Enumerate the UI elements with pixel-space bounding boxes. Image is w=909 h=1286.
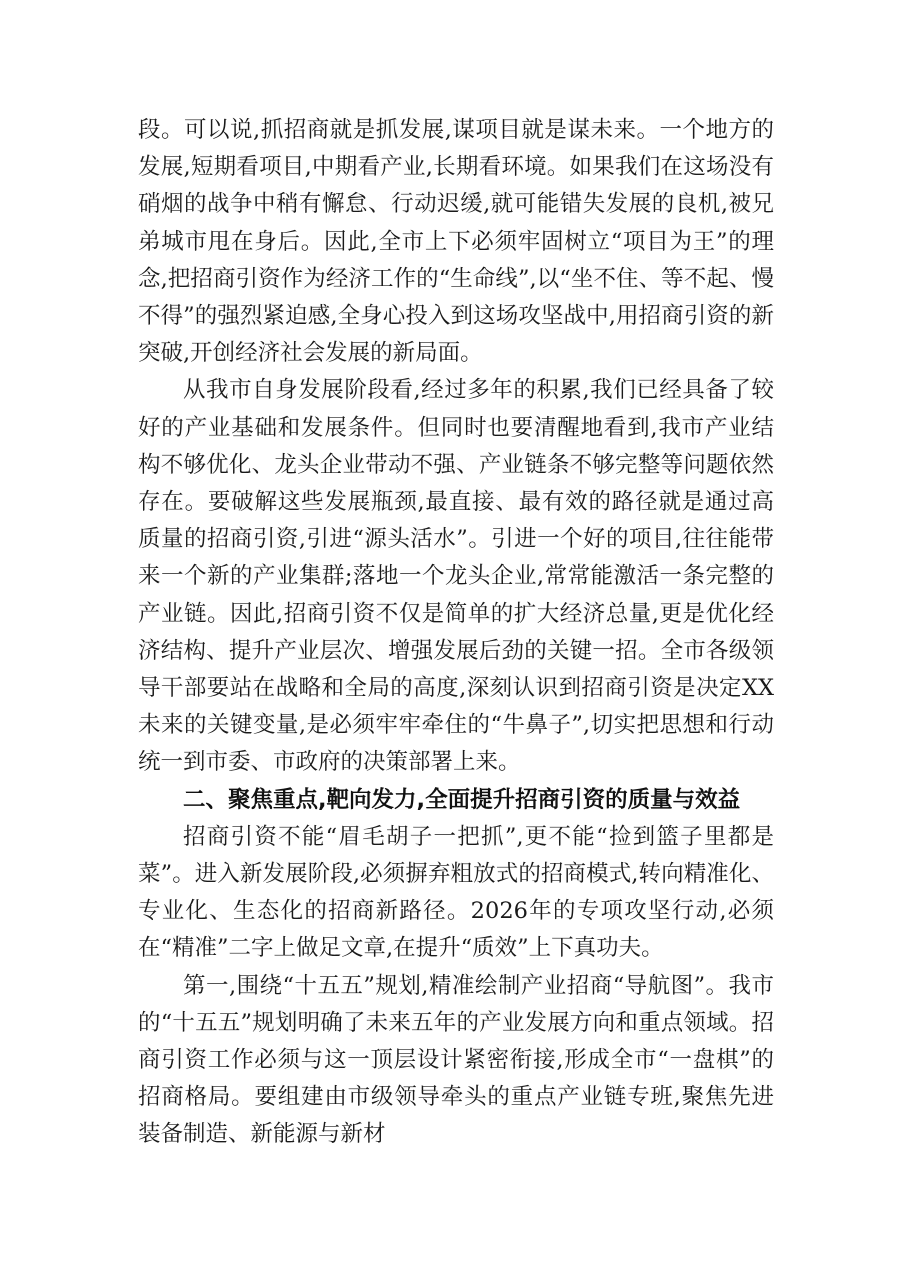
paragraph-current-stage: 从我市自身发展阶段看,经过多年的积累,我们已经具备了较好的产业基础和发展条件。但同时也要清醒地看到,我市产业结构不够优化、龙头企业带动不强、产业链条不够完整等问题依然存在。要破解这些发展瓶颈,最直接、最有效的路径就是通过高质量的招商引资,引进“源头活水”。引进一个好的项目,往往能带来一个新的产业集群;落地一个龙头企业,常常能激活一条完整的产业链。因此,招商引资不仅是简单的扩大经济总量,更是优化经济结构、提升产业层次、增强发展后劲的关键一招。全市各级领导干部要站在战略和全局的高度,深刻认识到招商引资是决定XX未来的关键变量,是必须牢牢牵住的“牛鼻子”,切实把思想和行动统一到市委、市政府的决策部署上来。: [138, 377, 774, 776]
paragraph-continuation: 段。可以说,抓招商就是抓发展,谋项目就是谋未来。一个地方的发展,短期看项目,中期看产业,长期看环境。如果我们在这场没有硝烟的战争中稍有懈怠、行动迟缓,就可能错失发展的良机,被兄弟城市甩在身后。因此,全市上下必须牢固树立“项目为王”的理念,把招商引资作为经济工作的“生命线”,以“坐不住、等不起、慢不得”的强烈紧迫感,全身心投入到这场攻坚战中,用招商引资的新突破,开创经济社会发展的新局面。: [138, 117, 774, 367]
section-heading-2: 二、聚焦重点,靶向发力,全面提升招商引资的质量与效益: [183, 786, 741, 813]
paragraph-precision-intro: 招商引资不能“眉毛胡子一把抓”,更不能“捡到篮子里都是菜”。进入新发展阶段,必须摒弃粗放式的招商模式,转向精准化、专业化、生态化的招商新路径。2026年的专项攻坚行动,必须在“精准”二字上做足文章,在提升“质效”上下真功夫。: [138, 823, 774, 962]
paragraph-first-point: 第一,围绕“十五五”规划,精准绘制产业招商“导航图”。我市的“十五五”规划明确了未来五年的产业发展方向和重点领域。招商引资工作必须与这一顶层设计紧密衔接,形成全市“一盘棋”的招商格局。要组建由市级领导牵头的重点产业链专班,聚焦先进装备制造、新能源与新材: [138, 972, 774, 1148]
document-body: [138, 112, 774, 1154]
